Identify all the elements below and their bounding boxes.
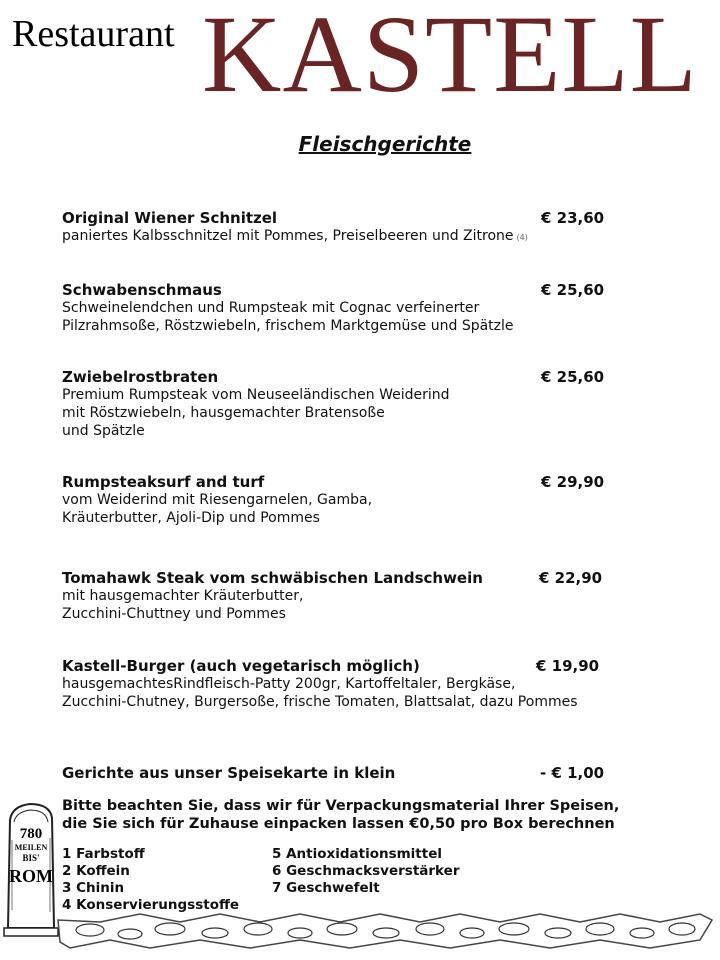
dish-description: vom Weiderind mit Riesengarnelen, Gamba, Kräuterbutter, Ajoli-Dip und Pommes [62,492,373,526]
additive-entry: 7 Geschwefelt [272,880,380,896]
dish-price: - € 1,00 [540,764,605,782]
brand-logo-text: KASTELL [202,0,698,115]
dish-name: Rumpsteaksurf and turf [62,473,265,491]
dish-item [62,368,622,440]
dish-name: Original Wiener Schnitzel [62,209,278,227]
additive-entry: 4 Konservierungsstoffe [62,897,240,913]
additives-legend-right [272,846,459,897]
milestone-line2: BIS' [22,853,40,863]
additive-entry: 5 Antioxidationsmittel [272,846,443,862]
additive-entry: 3 Chinin [62,880,125,896]
section-title: Fleischgerichte [298,132,472,156]
milestone-number: 780 [19,826,43,842]
dish-item [62,764,622,782]
additive-entry: 1 Farbstoff [62,846,145,862]
dish-item [62,569,622,623]
dish-description [62,227,622,247]
dish-name: Zwiebelrostbraten [62,368,219,386]
dish-price: € 25,60 [541,281,605,299]
dish-price: € 29,90 [541,473,605,491]
dish-price: € 22,90 [539,569,603,587]
dish-item [62,657,662,711]
dish-price: € 25,60 [541,368,605,386]
milestone-line1: MEILEN [14,843,48,852]
dish-name: Kastell-Burger (auch vegetarisch möglich) [62,657,420,675]
additive-note: (4) [516,233,528,242]
dish-price: € 23,60 [541,209,605,227]
dish-item [62,209,622,247]
additive-entry: 2 Koffein [62,863,130,879]
dish-price: € 19,90 [536,657,600,675]
dish-name: Tomahawk Steak vom schwäbischen Landschwein [62,569,483,587]
dish-description: mit hausgemachter Kräuterbutter, Zucchini-Chuttney und Pommes [62,588,304,622]
additive-entry: 6 Geschmacksverstärker [272,863,460,879]
milestone-line3: ROM [9,866,53,886]
dish-description: Premium Rumpsteak vom Neuseeländischen Weiderind mit Röstzwiebeln, hausgemachter Bratensoße und Spätzle [62,387,450,439]
packaging-note: Bitte beachten Sie, dass wir für Verpackungsmaterial Ihrer Speisen, die Sie sich für Zuhause einpacken lassen €0,50 pro Box berechnen [62,798,620,832]
dish-description: Schweinelendchen und Rumpsteak mit Cognac verfeinerter Pilzrahmsoße, Röstzwiebeln, frischem Marktgemüse und Spätzle [62,300,514,334]
dish-description: hausgemachtesRindfleisch-Patty 200gr, Kartoffeltaler, Bergkäse, Zucchini-Chutney, Burgersoße, frische Tomaten, Blattsalat, dazu Pommes [62,676,578,710]
dish-description-text: paniertes Kalbsschnitzel mit Pommes, Preiselbeeren und Zitrone [62,228,514,244]
dish-name: Gerichte aus unser Speisekarte in klein [62,764,396,782]
dish-item [62,281,622,335]
restaurant-word: Restaurant [12,13,175,55]
dish-item [62,473,622,527]
cobblestone-border [0,900,720,960]
dish-name: Schwabenschmaus [62,281,222,299]
